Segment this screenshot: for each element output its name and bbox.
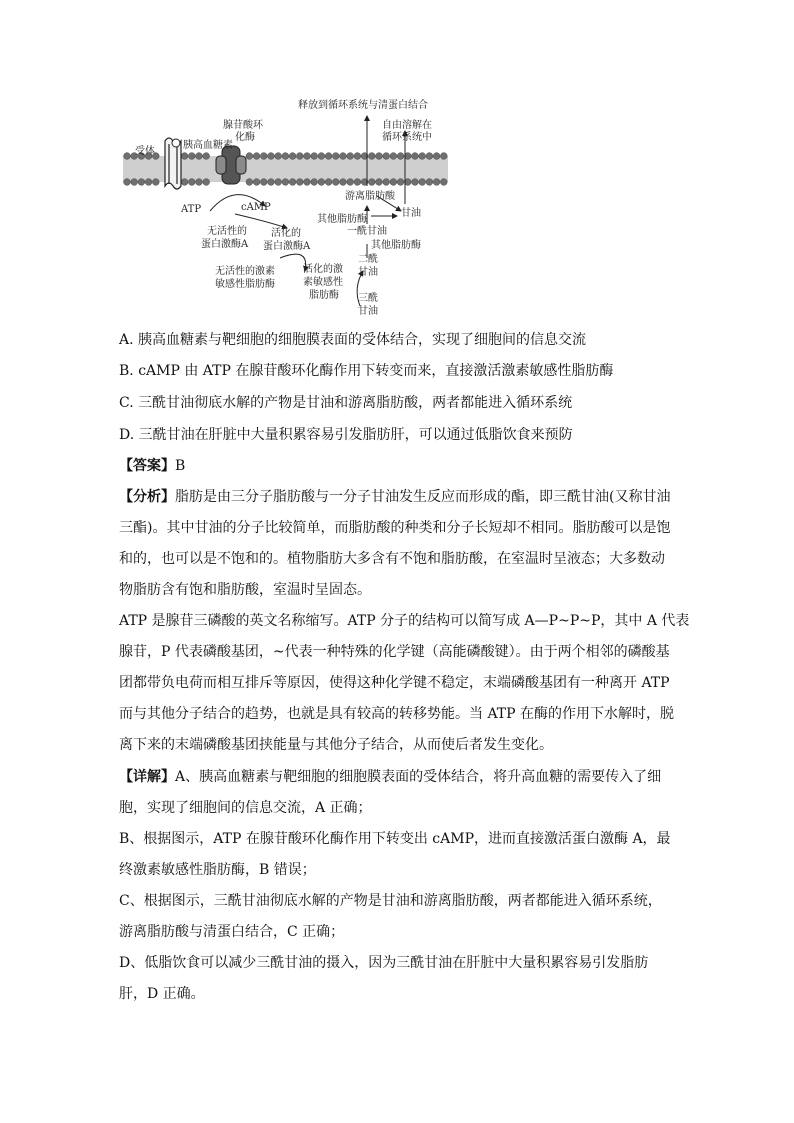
detail-line: C、根据图示，三酰甘油彻底水解的产物是甘油和游离脂肪酸，两者都能进入循环系统， <box>119 893 662 909</box>
atp-label: ATP <box>181 204 202 215</box>
adenylyl-cyclase-label-2: 化酶 <box>235 132 255 143</box>
atp-line: ATP 是腺苷三磷酸的英文名称缩写。ATP 分子的结构可以简写成 A—P~P~P，其中 A 代表 <box>119 613 690 629</box>
analysis-line: 物脂肪含有饱和脂肪酸，室温时呈固态。 <box>119 582 371 598</box>
analysis-line: 三酯)。其中甘油的分子比较简单，而脂肪酸的种类和分子长短却不相同。脂肪酸可以是饱 <box>119 520 671 536</box>
phospholipid-head <box>246 179 253 186</box>
phospholipid-head <box>368 153 375 160</box>
phospholipid-head <box>340 179 347 186</box>
option-d: D. 三酰甘油在肝脏中大量积累容易引发脂肪肝，可以通过低脂饮食来预防 <box>119 427 573 443</box>
active-pka-label-2: 蛋白激酶A <box>263 241 311 252</box>
phospholipid-head <box>347 179 354 186</box>
inactive-hsl-label-2: 敏感性脂肪酶 <box>215 279 275 290</box>
free-dissolve-label-2: 循环系统中 <box>382 132 432 143</box>
phospholipid-head <box>325 153 332 160</box>
analysis-line: 【分析】脂肪是由三分子脂肪酸与一分子甘油发生反应而形成的酯，即三酰甘油(又称甘油 <box>119 489 671 505</box>
receptor-label: 受体 <box>135 146 155 157</box>
atp-line: 腺苷，P 代表磷酸基团，~代表一种特殊的化学键（高能磷酸键）。由于两个相邻的磷酸基 <box>119 644 670 660</box>
phospholipid-head <box>188 179 195 186</box>
phospholipid-head <box>354 179 361 186</box>
phospholipid-head <box>412 179 419 186</box>
triglyceride-label-1: 三酰 <box>358 293 378 304</box>
detail-line: 【详解】A、胰高血糖素与靶细胞的细胞膜表面的受体结合，将升高血糖的需要传入了细 <box>119 769 662 785</box>
atp-line: 团都带负电荷而相互排斥等原因，使得这种化学键不稳定，末端磷酸基团有一种离开 ATP <box>119 675 670 691</box>
inactive-hsl-label-1: 无活性的激素 <box>215 266 275 277</box>
phospholipid-head <box>196 179 203 186</box>
phospholipid-head <box>433 179 440 186</box>
phospholipid-head <box>145 179 152 186</box>
monoglyceride-label: 一酰甘油 <box>347 226 387 237</box>
phospholipid-head <box>440 153 447 160</box>
phospholipid-head <box>282 179 289 186</box>
phospholipid-head <box>383 153 390 160</box>
phospholipid-head <box>376 179 383 186</box>
phospholipid-head <box>397 153 404 160</box>
phospholipid-head <box>289 179 296 186</box>
inactive-pka-label-2: 蛋白激酶A <box>201 239 249 250</box>
free-fatty-acid-label: 游离脂肪酸 <box>345 191 395 202</box>
phospholipid-head <box>354 153 361 160</box>
phospholipid-head <box>282 153 289 160</box>
atp-line: 离下来的末端磷酸基团挟能量与其他分子结合，从而使后者发生变化。 <box>119 737 553 753</box>
analysis-tag: 【分析】 <box>119 489 175 505</box>
adenylyl-cyclase-label-1: 腺苷酸环 <box>223 120 263 131</box>
detail-line: 游离脂肪酸与清蛋白结合，C 正确； <box>119 924 345 940</box>
answer-value: B <box>175 458 186 474</box>
phospholipid-head <box>203 153 210 160</box>
glucagon-shape <box>172 139 180 147</box>
phospholipid-head <box>325 179 332 186</box>
phospholipid-head <box>426 179 433 186</box>
phospholipid-head <box>376 153 383 160</box>
phospholipid-head <box>246 153 253 160</box>
detail-line: B、根据图示，ATP 在腺苷酸环化酶作用下转变出 cAMP，进而直接激活蛋白激酶 A，最 <box>119 831 671 847</box>
phospholipid-head <box>289 153 296 160</box>
phospholipid-head <box>318 153 325 160</box>
phospholipid-head <box>196 153 203 160</box>
lipolysis-signaling-diagram <box>115 96 455 321</box>
phospholipid-head <box>397 179 404 186</box>
phospholipid-head <box>268 153 275 160</box>
phospholipid-head <box>124 153 131 160</box>
detail-line: 终激素敏感性脂肪酶，B 错误； <box>119 862 316 878</box>
option-a: A. 胰高血糖素与靶细胞的细胞膜表面的受体结合，实现了细胞间的信息交流 <box>119 332 587 348</box>
phospholipid-head <box>311 179 318 186</box>
phospholipid-head <box>368 179 375 186</box>
phospholipid-head <box>181 179 188 186</box>
atp-line: 而与其他分子结合的趋势，也就是具有较高的转移势能。当 ATP 在酶的作用下水解时，脱 <box>119 706 675 722</box>
phospholipid-head <box>390 153 397 160</box>
active-pka-label-1: 活化的 <box>271 228 301 239</box>
phospholipid-head <box>419 179 426 186</box>
camp-label: cAMP <box>241 202 271 213</box>
phospholipid-head <box>311 153 318 160</box>
phospholipid-head <box>347 153 354 160</box>
detail-line: 胞，实现了细胞间的信息交流，A 正确； <box>119 800 372 816</box>
triglyceride-label-2: 甘油 <box>358 306 378 317</box>
phospholipid-head <box>340 153 347 160</box>
phospholipid-head <box>275 179 282 186</box>
detail-line: 肝，D 正确。 <box>119 986 205 1002</box>
phospholipid-head <box>253 179 260 186</box>
phospholipid-head <box>260 179 267 186</box>
phospholipid-head <box>152 179 159 186</box>
phospholipid-head <box>188 153 195 160</box>
phospholipid-head <box>332 153 339 160</box>
other-lipase-label-2: 其他脂肪酶 <box>371 240 421 251</box>
active-hsl-label-3: 脂肪酶 <box>309 290 339 301</box>
phospholipid-head <box>268 179 275 186</box>
active-hsl-label-2: 素敏感性 <box>303 277 343 288</box>
release-label: 释放到循环系统与清蛋白结合 <box>298 100 428 111</box>
phospholipid-head <box>390 179 397 186</box>
detail-tag: 【详解】 <box>119 769 175 785</box>
answer-line <box>119 456 185 476</box>
detail-line: D、低脂饮食可以减少三酰甘油的摄入，因为三酰甘油在肝脏中大量积累容易引发脂肪 <box>119 955 649 971</box>
glycerol-label: 甘油 <box>401 208 421 219</box>
phospholipid-head <box>383 179 390 186</box>
phospholipid-head <box>253 153 260 160</box>
phospholipid-head <box>181 153 188 160</box>
analysis-line: 和的，也可以是不饱和的。植物脂肪大多含有不饱和脂肪酸，在室温时呈液态；大多数动 <box>119 551 665 567</box>
phospholipid-head <box>412 153 419 160</box>
phospholipid-head <box>440 179 447 186</box>
phospholipid-head <box>275 153 282 160</box>
phospholipid-head <box>433 153 440 160</box>
phospholipid-head <box>304 179 311 186</box>
option-b: B. cAMP 由 ATP 在腺苷酸环化酶作用下转变而来，直接激活激素敏感性脂肪酶 <box>119 363 614 379</box>
phospholipid-head <box>332 179 339 186</box>
phospholipid-head <box>304 153 311 160</box>
phospholipid-head <box>138 179 145 186</box>
inactive-pka-label-1: 无活性的 <box>207 226 247 237</box>
diglyceride-label-2: 甘油 <box>358 267 378 278</box>
phospholipid-head <box>124 179 131 186</box>
diglyceride-label-1: 二酰 <box>358 254 378 265</box>
active-hsl-label-1: 活化的激 <box>303 264 343 275</box>
detail-paragraph <box>119 762 679 1010</box>
other-lipase-label-1: 其他脂肪酶 <box>317 214 367 225</box>
option-c: C. 三酰甘油彻底水解的产物是甘油和游离脂肪酸，两者都能进入循环系统 <box>119 395 573 411</box>
phospholipid-head <box>426 153 433 160</box>
phospholipid-head <box>260 153 267 160</box>
glucagon-label: 胰高血糖素 <box>183 140 233 151</box>
free-dissolve-label-1: 自由溶解在 <box>382 120 432 131</box>
phospholipid-head <box>296 179 303 186</box>
phospholipid-head <box>296 153 303 160</box>
phospholipid-head <box>318 179 325 186</box>
phospholipid-head <box>419 153 426 160</box>
phospholipid-head <box>131 179 138 186</box>
analysis-paragraph <box>119 482 690 761</box>
phospholipid-head <box>203 179 210 186</box>
answer-tag: 【答案】 <box>119 458 175 474</box>
